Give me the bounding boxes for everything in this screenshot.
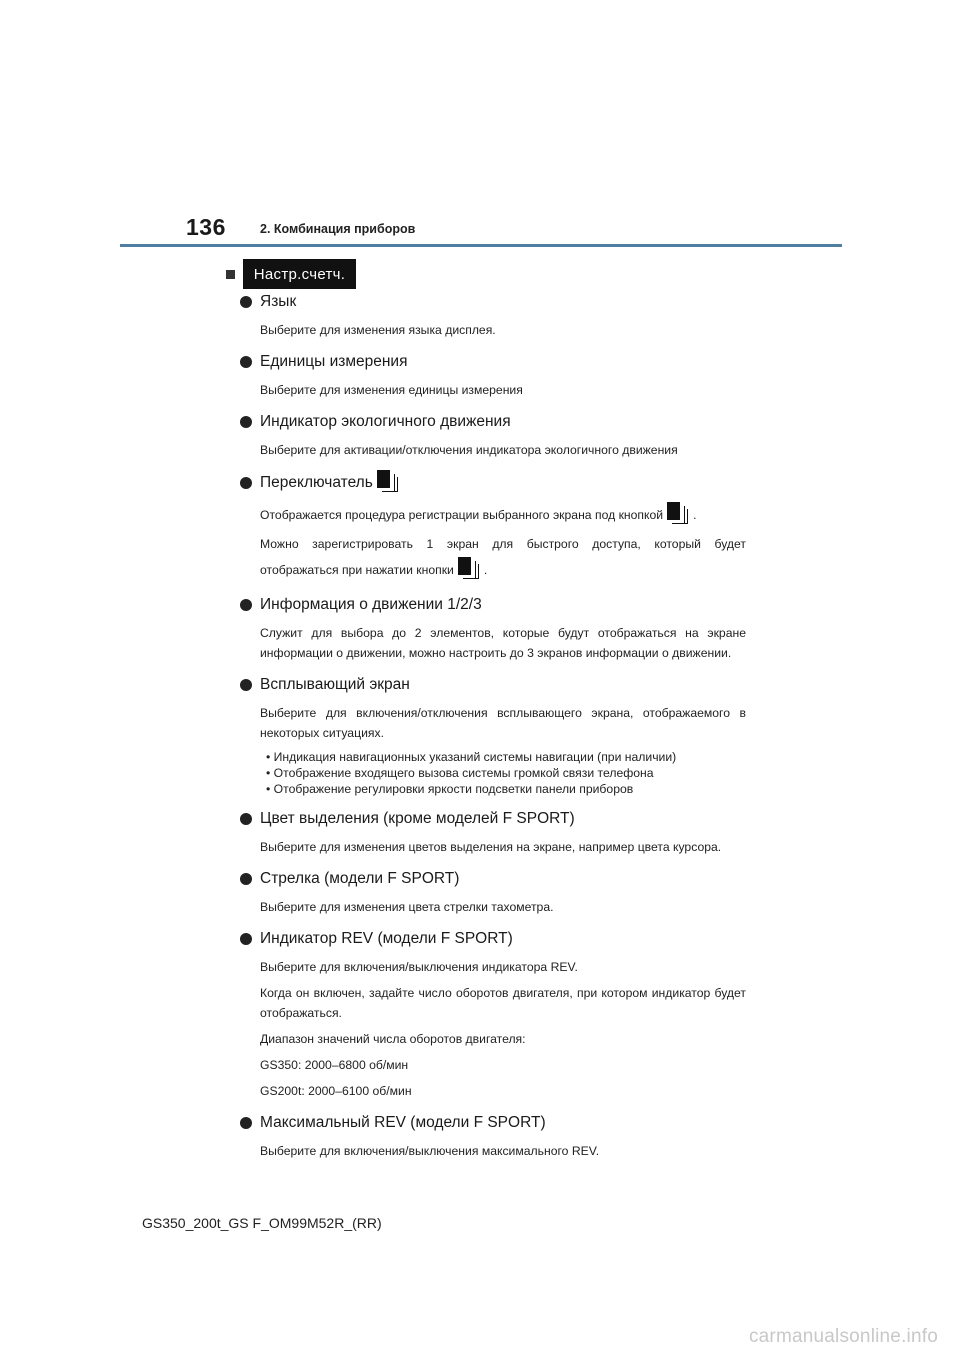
square-bullet-icon [226,270,235,279]
item-heading [240,290,746,314]
bullet-icon [240,813,252,825]
item-text: Служит для выбора до 2 элементов, которые будут отображаться на экране информации о движении, можно настроить до 3 экранов информации о движении. [260,626,746,660]
item-text: GS350: 2000–6800 об/мин [260,1058,409,1072]
list-item [240,350,746,400]
item-heading [240,867,746,891]
item-text: GS200t: 2000–6100 об/мин [260,1084,412,1098]
item-title: Стрелка (модели F SPORT) [260,870,460,887]
item-text: Диапазон значений числа оборотов двигателя: [260,1032,526,1046]
item-heading [240,807,746,831]
item-text-part: Можно зарегистрировать 1 экран для быстрого доступа, который будет отображаться при нажатии кнопки [260,537,746,577]
item-heading [240,470,746,496]
bullet-icon [240,356,252,368]
item-text: Выберите для изменения цвета стрелки тахометра. [260,900,554,914]
item-heading [240,673,746,697]
list-item [240,593,746,663]
bullet-icon [240,933,252,945]
item-text-part: . [483,563,488,577]
watermark: carmanualsonline.info [748,1326,938,1347]
bullet-icon [240,679,252,691]
section-title: Настр.счетч. [243,259,356,289]
item-text: Выберите для включения/выключения максимального REV. [260,1144,600,1158]
list-item [240,1111,746,1161]
bullet-icon [240,873,252,885]
sub-list-item: • Отображение входящего вызова системы громкой связи телефона [266,766,654,780]
sub-list-item: • Индикация навигационных указаний системы навигации (при наличии) [266,750,677,764]
item-text: Выберите для изменения цветов выделения на экране, например цвета курсора. [260,840,722,854]
item-text [240,502,746,525]
bullet-icon [240,296,252,308]
bullet-icon [240,599,252,611]
item-text [240,531,746,583]
stacked-pages-icon [667,502,689,524]
item-heading [240,410,746,434]
sub-list [240,749,746,797]
item-text-part: . [693,508,697,522]
section-heading [226,259,356,289]
chapter-title: 2. Комбинация приборов [260,222,416,236]
header-divider [120,244,842,247]
item-title: Переключатель [260,474,373,491]
item-title: Цвет выделения (кроме моделей F SPORT) [260,810,575,827]
item-heading [240,593,746,617]
page-header [0,0,960,250]
list-item [240,927,746,1101]
bullet-icon [240,477,252,489]
item-text: Выберите для изменения языка дисплея. [260,323,496,337]
item-title: Язык [260,293,297,310]
item-heading [240,927,746,951]
list-item [240,290,746,340]
item-title: Индикатор экологичного движения [260,413,511,430]
stacked-pages-icon [377,470,401,496]
item-text: Когда он включен, задайте число оборотов двигателя, при котором индикатор будет отображаться. [260,986,746,1020]
item-title: Информация о движении 1/2/3 [260,596,482,613]
item-text: Выберите для включения/выключения индикатора REV. [260,960,578,974]
bullet-icon [240,416,252,428]
list-item [240,867,746,917]
page-number: 136 [186,214,226,240]
item-text: Выберите для активации/отключения индикатора экологичного движения [260,443,678,457]
item-title: Индикатор REV (модели F SPORT) [260,930,513,947]
item-text: Выберите для изменения единицы измерения [260,383,523,397]
list-item [240,410,746,460]
item-title: Максимальный REV (модели F SPORT) [260,1114,546,1131]
item-text-part: Отображается процедура регистрации выбранного экрана под кнопкой [260,508,664,522]
item-heading [240,350,746,374]
item-text: Выберите для включения/отключения всплывающего экрана, отображаемого в некоторых ситуациях. [260,706,746,740]
item-title: Всплывающий экран [260,676,410,693]
list-item [240,673,746,797]
model-code: GS350_200t_GS F_OM99M52R_(RR) [142,1215,382,1231]
stacked-pages-icon [458,557,480,579]
list-item [240,470,746,583]
item-title: Единицы измерения [260,353,408,370]
list-item [240,807,746,857]
bullet-icon [240,1117,252,1129]
sub-list-item: • Отображение регулировки яркости подсветки панели приборов [266,782,634,796]
content [240,290,746,1171]
item-heading [240,1111,746,1135]
